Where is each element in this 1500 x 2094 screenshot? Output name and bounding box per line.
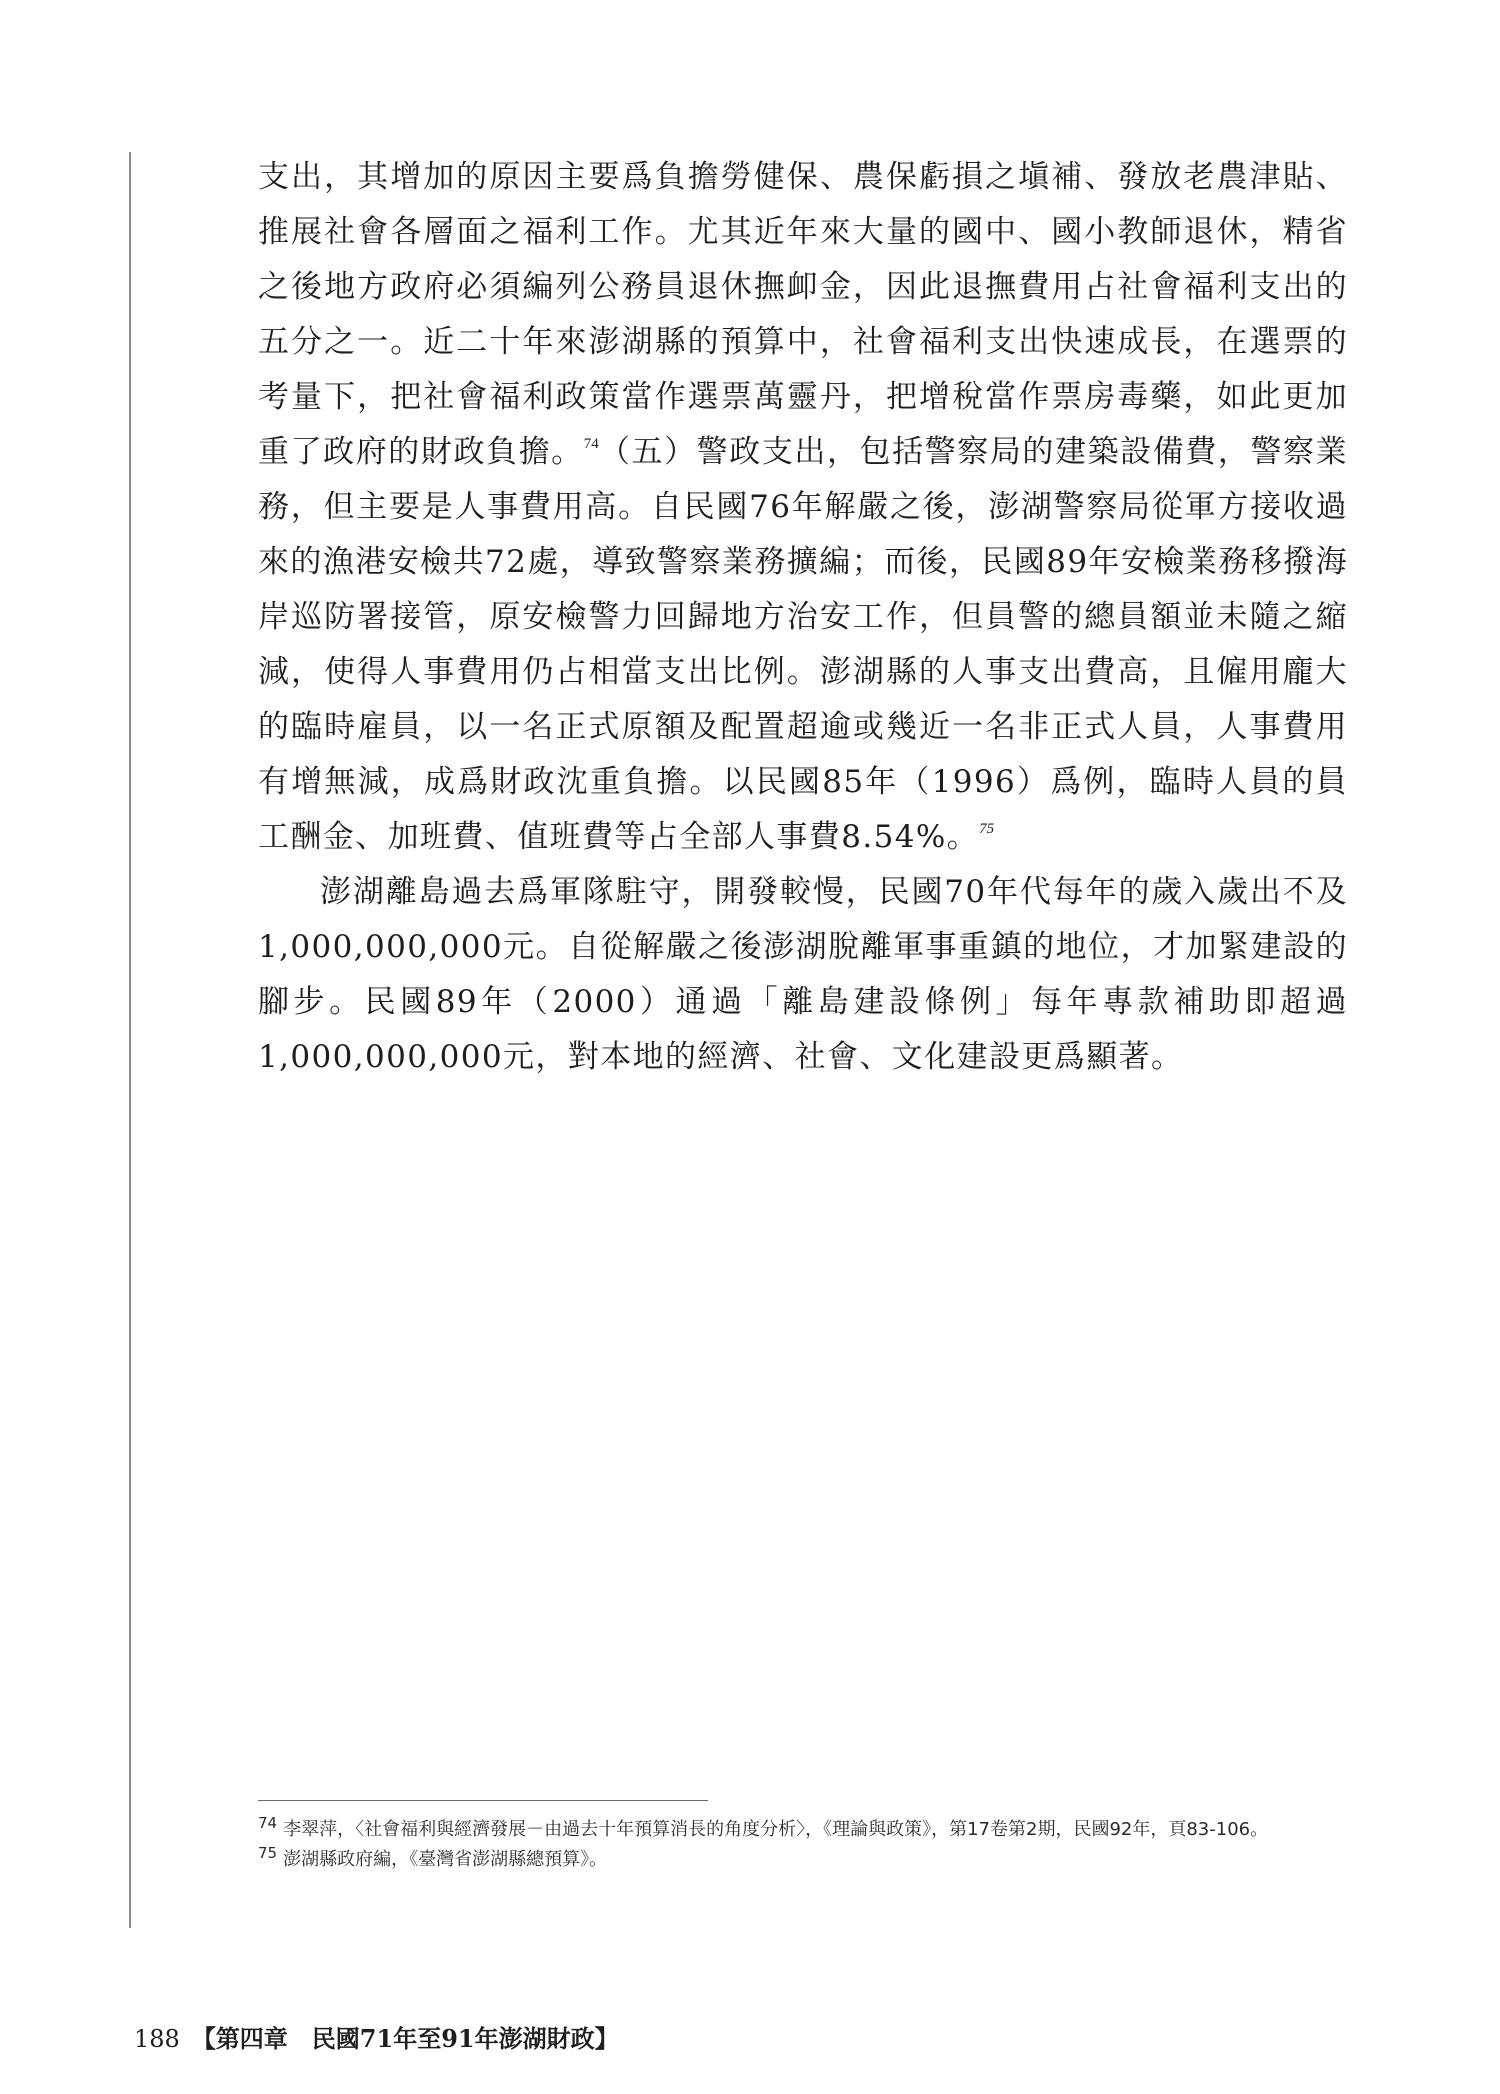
footnote-74	[258, 1815, 1348, 1845]
footnote-ref-75[interactable]: 75	[979, 821, 995, 837]
paragraph-1	[258, 150, 1348, 865]
footnote-ref-74[interactable]: 74	[583, 436, 599, 452]
footnote-number: 74	[258, 1814, 278, 1832]
body-text	[258, 150, 1348, 1085]
footnote-text: 澎湖縣政府編，《臺灣省澎湖縣總預算》。	[283, 1849, 608, 1870]
footnote-text: 李翠萍，〈社會福利與經濟發展－由過去十年預算消長的角度分析〉，《理論與政策》，第17卷第2期，民國92年，頁83-106。	[283, 1819, 1269, 1840]
paragraph-1-part-1: 支出，其增加的原因主要爲負擔勞健保、農保虧損之塡補、發放老農津貼、推展社會各層面之福利工作。尤其近年來大量的國中、國小教師退休，精省之後地方政府必須編列公務員退休撫卹金，因此退撫費用占社會福利支出的五分之一。近二十年來澎湖縣的預算中，社會福利支出快速成長，在選票的考量下，把社會福利政策當作選票萬靈丹，把增稅當作票房毒藥，如此更加重了政府的財政負擔。	[258, 159, 1348, 470]
paragraph-2: 澎湖離島過去爲軍隊駐守，開發較慢，民國70年代每年的歲入歲出不及1,000,000,000元。自從解嚴之後澎湖脫離軍事重鎮的地位，才加緊建設的腳步。民國89年（2000）通過「離島建設條例」每年專款補助即超過1,000,000,000元，對本地的經濟、社會、文化建設更爲顯著。	[258, 874, 1348, 1075]
page-number: 188	[134, 2025, 180, 2053]
footnotes	[258, 1815, 1348, 1875]
footnote-divider	[258, 1800, 708, 1801]
running-footer	[134, 2024, 619, 2054]
footnote-75	[258, 1845, 1348, 1875]
footnote-number: 75	[258, 1844, 278, 1862]
paragraph-1-part-2: （五）警政支出，包括警察局的建築設備費，警察業務，但主要是人事費用高。自民國76年解嚴之後，澎湖警察局從軍方接收過來的漁港安檢共72處，導致警察業務擴編；而後，民國89年安檢業務移撥海岸巡防署接管，原安檢警力回歸地方治安工作，但員警的總員額並未隨之縮減，使得人事費用仍占相當支出比例。澎湖縣的人事支出費高，且僱用龐大的臨時雇員，以一名正式原額及配置超逾或幾近一名非正式人員，人事費用有增無減，成爲財政沈重負擔。以民國85年（1996）爲例，臨時人員的員工酬金、加班費、值班費等占全部人事費8.54%。	[258, 434, 1349, 855]
chapter-title: 【第四章 民國71年至91年澎湖財政】	[191, 2024, 619, 2053]
margin-rule	[129, 152, 131, 1928]
